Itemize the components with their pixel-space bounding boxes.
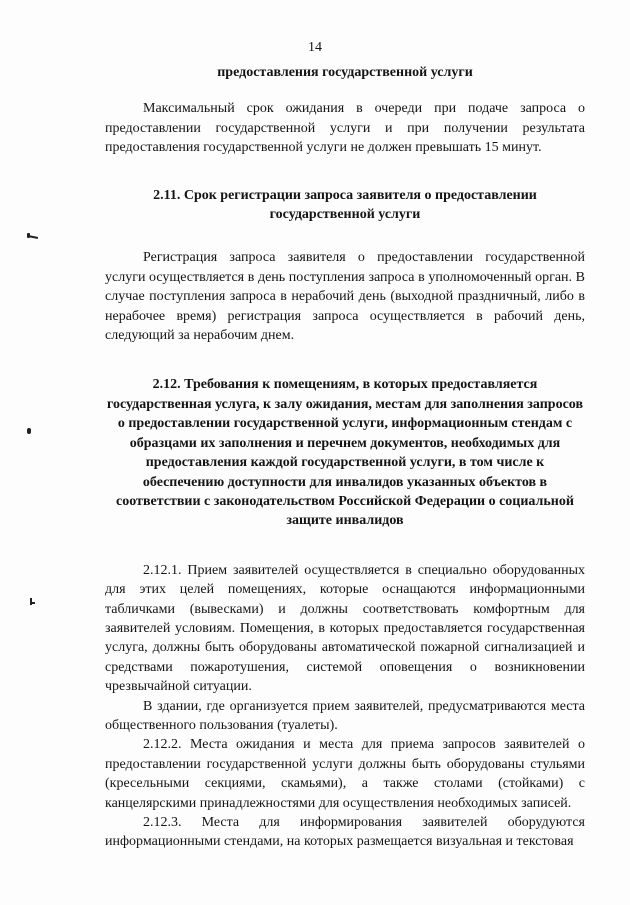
wait-time-paragraph: Максимальный срок ожидания в очереди при подаче запроса о предоставлении государственной услуги и при получении результата предоставления государственной услуги не должен превышать 15 минут. (105, 101, 585, 156)
section-2-12-3-paragraph: 2.12.3. Места для информирования заявителей оборудуются информационными стендами, на которых размещается визуальная и текстовая (105, 815, 585, 850)
section-2-12-2-paragraph: 2.12.2. Места ожидания и места для приема запросов заявителей о предоставлении государственной услуги должны быть оборудованы стульями (кресельными секциями, скамьями), а также столами (стойками) с канцелярскими принадлежностями для осуществления необходимых записей. (105, 737, 585, 811)
scan-artifact-mark (31, 602, 35, 604)
section-2-11-paragraph: Регистрация запроса заявителя о предоставлении государственной услуги осуществляется в день поступления запроса в уполномоченный орган. В случае поступления запроса в нерабочий день (выходной праздничный, либо в нерабочее время) регистрация запроса осуществляется в рабочий день, следующий за нерабочим днем. (105, 250, 585, 344)
section-2-12-1-paragraph: 2.12.1. Прием заявителей осуществляется в специально оборудованных для этих целей помещениях, которые оснащаются информационными табличками (вывесками) и должны соответствовать комфортным для заявителей условиям. Помещения, в которых предоставляется государственная услуга, должны быть оборудованы автоматической пожарной сигнализацией и средствами пожаротушения, системой оповещения о возникновении чрезвычайной ситуации. (105, 562, 585, 695)
premises-toilets-paragraph: В здании, где организуется прием заявителей, предусматриваются места общественного пользования (туалеты). (105, 698, 585, 733)
scan-artifact-mark (27, 233, 30, 238)
scan-artifact-mark (27, 428, 31, 434)
section-2-11-title: 2.11. Срок регистрации запроса заявителя о предоставлении государственной услуги (153, 187, 537, 223)
page-number: 14 (308, 40, 322, 55)
section-2-12-title: 2.12. Требования к помещениям, в которых предоставляется государственная услуга, к залу ожидания, местам для заполнения запросов о предоставлении государственной услуги, информационным стендам с образцами их заполнения и перечнем документов, необходимых для предоставления каждой государственной услуги, в том числе к обеспечению доступности для инвалидов указанных объектов в соответствии с законодательством Российской Федерации о социальной защите инвалидов (106, 377, 584, 529)
continued-heading: предоставления государственной услуги (217, 65, 473, 80)
document-body (105, 63, 585, 852)
